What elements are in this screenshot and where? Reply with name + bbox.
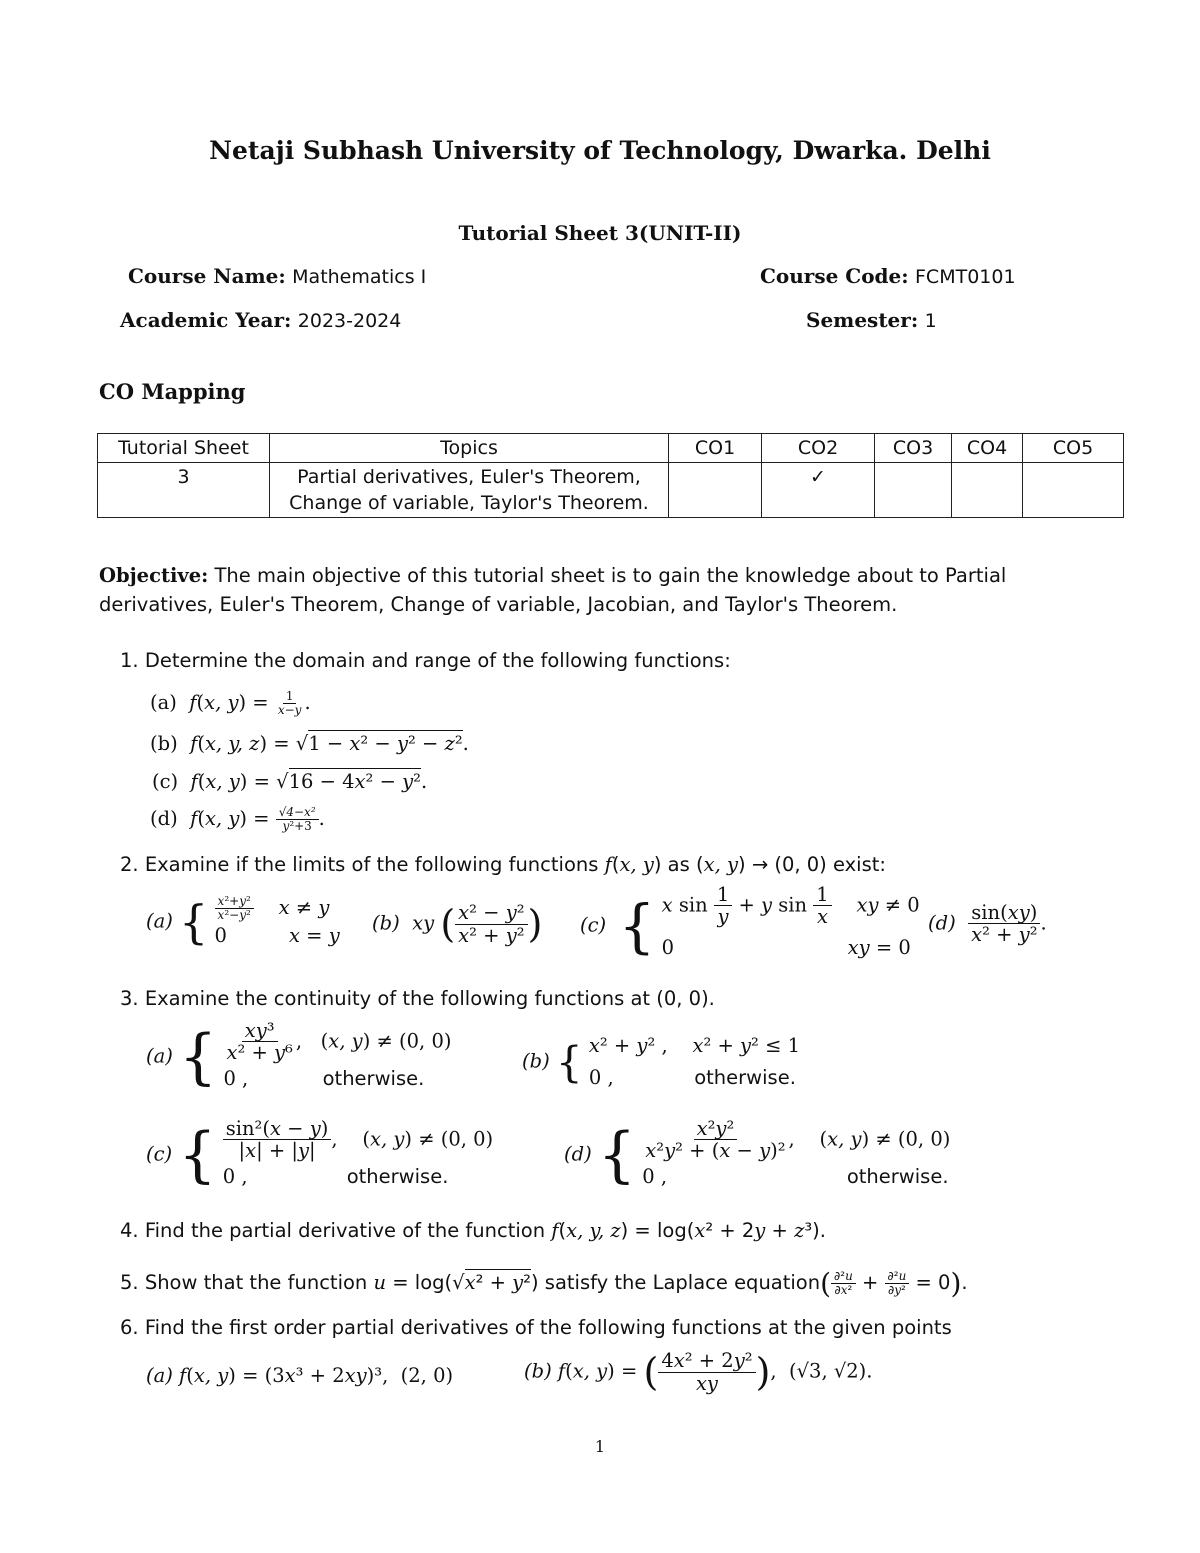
- q3-part-a: (a) { $\frac{\text{xy³}}{\text{x² + y⁶}}$ , (x, y) ≠ (0, 0) 0 , otherwise.: [146, 1019, 452, 1092]
- col-tutorial-sheet: Tutorial Sheet: [98, 434, 270, 463]
- col-co5: CO5: [1023, 434, 1124, 463]
- question-2: 2. Examine if the limits of the following functions f(x, y) as (x, y) → (0, 0) exist:: [120, 853, 886, 876]
- table-header-row: [98, 434, 1124, 463]
- sheet-title: Tutorial Sheet 3(UNIT-II): [458, 221, 742, 245]
- q3-part-d: (d) { $\frac{\text{x²y²}}{\text{x²y² + (x − y)²}}$ , (x, y) ≠ (0, 0) 0 , otherwise.: [564, 1117, 951, 1190]
- cell-co5: [1023, 463, 1124, 518]
- academic-year-label: Academic Year:: [120, 308, 292, 332]
- semester-label: Semester:: [806, 308, 919, 332]
- cell-co2: ✓: [762, 463, 875, 518]
- q1-part-c: (c) f(x, y) = √16 − 4x² − y².: [152, 770, 428, 793]
- academic-year: [120, 308, 401, 332]
- cell-sheet: 3: [98, 463, 270, 518]
- cell-co3: [875, 463, 952, 518]
- question-3-number: 3.: [120, 987, 139, 1010]
- q2-part-a: (a) { $\frac{\text{x²+y²}}{\text{x²−y²}}$ x ≠ y 0 x = y: [146, 893, 340, 950]
- question-5: 5. Show that the function u = log(√x² + y²) satisfy the Laplace equation( $\frac{\text{∂²u}}{\text{∂x²}}$ + $\frac{\text{∂²u}}{\text{∂y²}}$ = 0).: [120, 1267, 968, 1300]
- co-mapping-heading: CO Mapping: [99, 379, 246, 404]
- academic-year-value: 2023-2024: [297, 310, 402, 332]
- question-2-text-a: Examine if the limits of the following functions: [144, 853, 599, 876]
- course-code-value: FCMT0101: [915, 266, 1016, 288]
- objective-text: The main objective of this tutorial sheet is to gain the knowledge about to Partial derivatives, Euler's Theorem, Change of variable, Jacobian, and Taylor's Theorem.: [99, 564, 1007, 616]
- q3d-otherwise: otherwise.: [846, 1164, 949, 1188]
- q3a-otherwise: otherwise.: [322, 1066, 425, 1090]
- q1-part-b: (b) f(x, y, z) = √1 − x² − y² − z².: [150, 732, 469, 755]
- question-1-number: 1.: [120, 649, 139, 672]
- q2-part-b: (b) xy ( $\frac{\text{x² − y²}}{\text{x² + y²}}$ ): [372, 901, 543, 947]
- topics-line-1: Partial derivatives, Euler's Theorem,: [297, 466, 641, 488]
- question-4: 4. Find the partial derivative of the function f(x, y, z) = log(x² + 2y + z³).: [120, 1219, 826, 1242]
- col-co1: CO1: [669, 434, 762, 463]
- cell-co4: [952, 463, 1023, 518]
- q1-part-a: (a) f(x, y) = $\frac{1}{x-y}$ .: [150, 689, 311, 718]
- q2-part-d: (d) $\frac{\sin(xy)}{\text{x² + y²}}$ .: [928, 901, 1047, 947]
- q6-part-b: (b) f(x, y) = ( $\frac{\text{4x² + 2y²}}{xy}$ ), (√3, √2).: [524, 1349, 873, 1395]
- course-name: [128, 264, 426, 288]
- question-3: [120, 987, 715, 1010]
- col-co2: CO2: [762, 434, 875, 463]
- university-title: Netaji Subhash University of Technology, Dwarka. Delhi: [209, 136, 991, 165]
- q3b-otherwise: otherwise.: [694, 1066, 796, 1089]
- co-mapping-table: [97, 433, 1124, 518]
- question-5-text-a: Show that the function: [144, 1271, 368, 1294]
- q1-part-d: (d) f(x, y) = $\frac{\text{√4−x²}}{\text{y²+3}}$ .: [150, 805, 325, 834]
- question-2-number: 2.: [120, 853, 139, 876]
- question-2-text-b: exist:: [832, 853, 886, 876]
- col-topics: Topics: [270, 434, 669, 463]
- question-4-number: 4.: [120, 1219, 139, 1242]
- course-code: [760, 264, 1016, 288]
- topics-line-2: Change of variable, Taylor's Theorem.: [289, 492, 649, 514]
- cell-co1: [669, 463, 762, 518]
- col-co3: CO3: [875, 434, 952, 463]
- page-number: 1: [594, 1437, 606, 1456]
- course-code-label: Course Code:: [760, 264, 909, 288]
- semester: [806, 308, 937, 332]
- question-6-number: 6.: [120, 1316, 139, 1339]
- q2-part-c: (c) { x sin $\frac{1}{y}$ + y sin $\frac{1}{x}$ xy ≠ 0 0 xy = 0: [580, 883, 920, 960]
- q3-part-b: (b) { x² + y² , x² + y² ≤ 1 0 , otherwise.: [522, 1034, 801, 1089]
- course-name-label: Course Name:: [128, 264, 286, 288]
- cell-topics: [270, 463, 669, 518]
- question-1-text: Determine the domain and range of the following functions:: [144, 649, 731, 672]
- question-1: [120, 649, 731, 672]
- q6-part-a: (a) f(x, y) = (3x³ + 2xy)³, (2, 0): [146, 1364, 454, 1387]
- table-row: [98, 463, 1124, 518]
- q3c-otherwise: otherwise.: [346, 1164, 449, 1188]
- course-name-value: Mathematics I: [292, 266, 427, 288]
- q3-part-c: (c) { $\frac{\text{sin²(x − y)}}{|x| + |y|}$ , (x, y) ≠ (0, 0) 0 , otherwise.: [146, 1117, 494, 1190]
- question-4-text: Find the partial derivative of the function: [144, 1219, 546, 1242]
- semester-value: 1: [924, 310, 937, 332]
- objective: [99, 561, 1109, 619]
- question-6-text: Find the first order partial derivatives of the following functions at the given points: [144, 1316, 952, 1339]
- question-5-number: 5.: [120, 1271, 139, 1294]
- col-co4: CO4: [952, 434, 1023, 463]
- question-3-text: Examine the continuity of the following functions at (0, 0).: [144, 987, 715, 1010]
- question-5-text-b: satisfy the Laplace equation: [544, 1271, 821, 1294]
- question-6: [120, 1316, 952, 1339]
- objective-label: Objective:: [99, 564, 209, 587]
